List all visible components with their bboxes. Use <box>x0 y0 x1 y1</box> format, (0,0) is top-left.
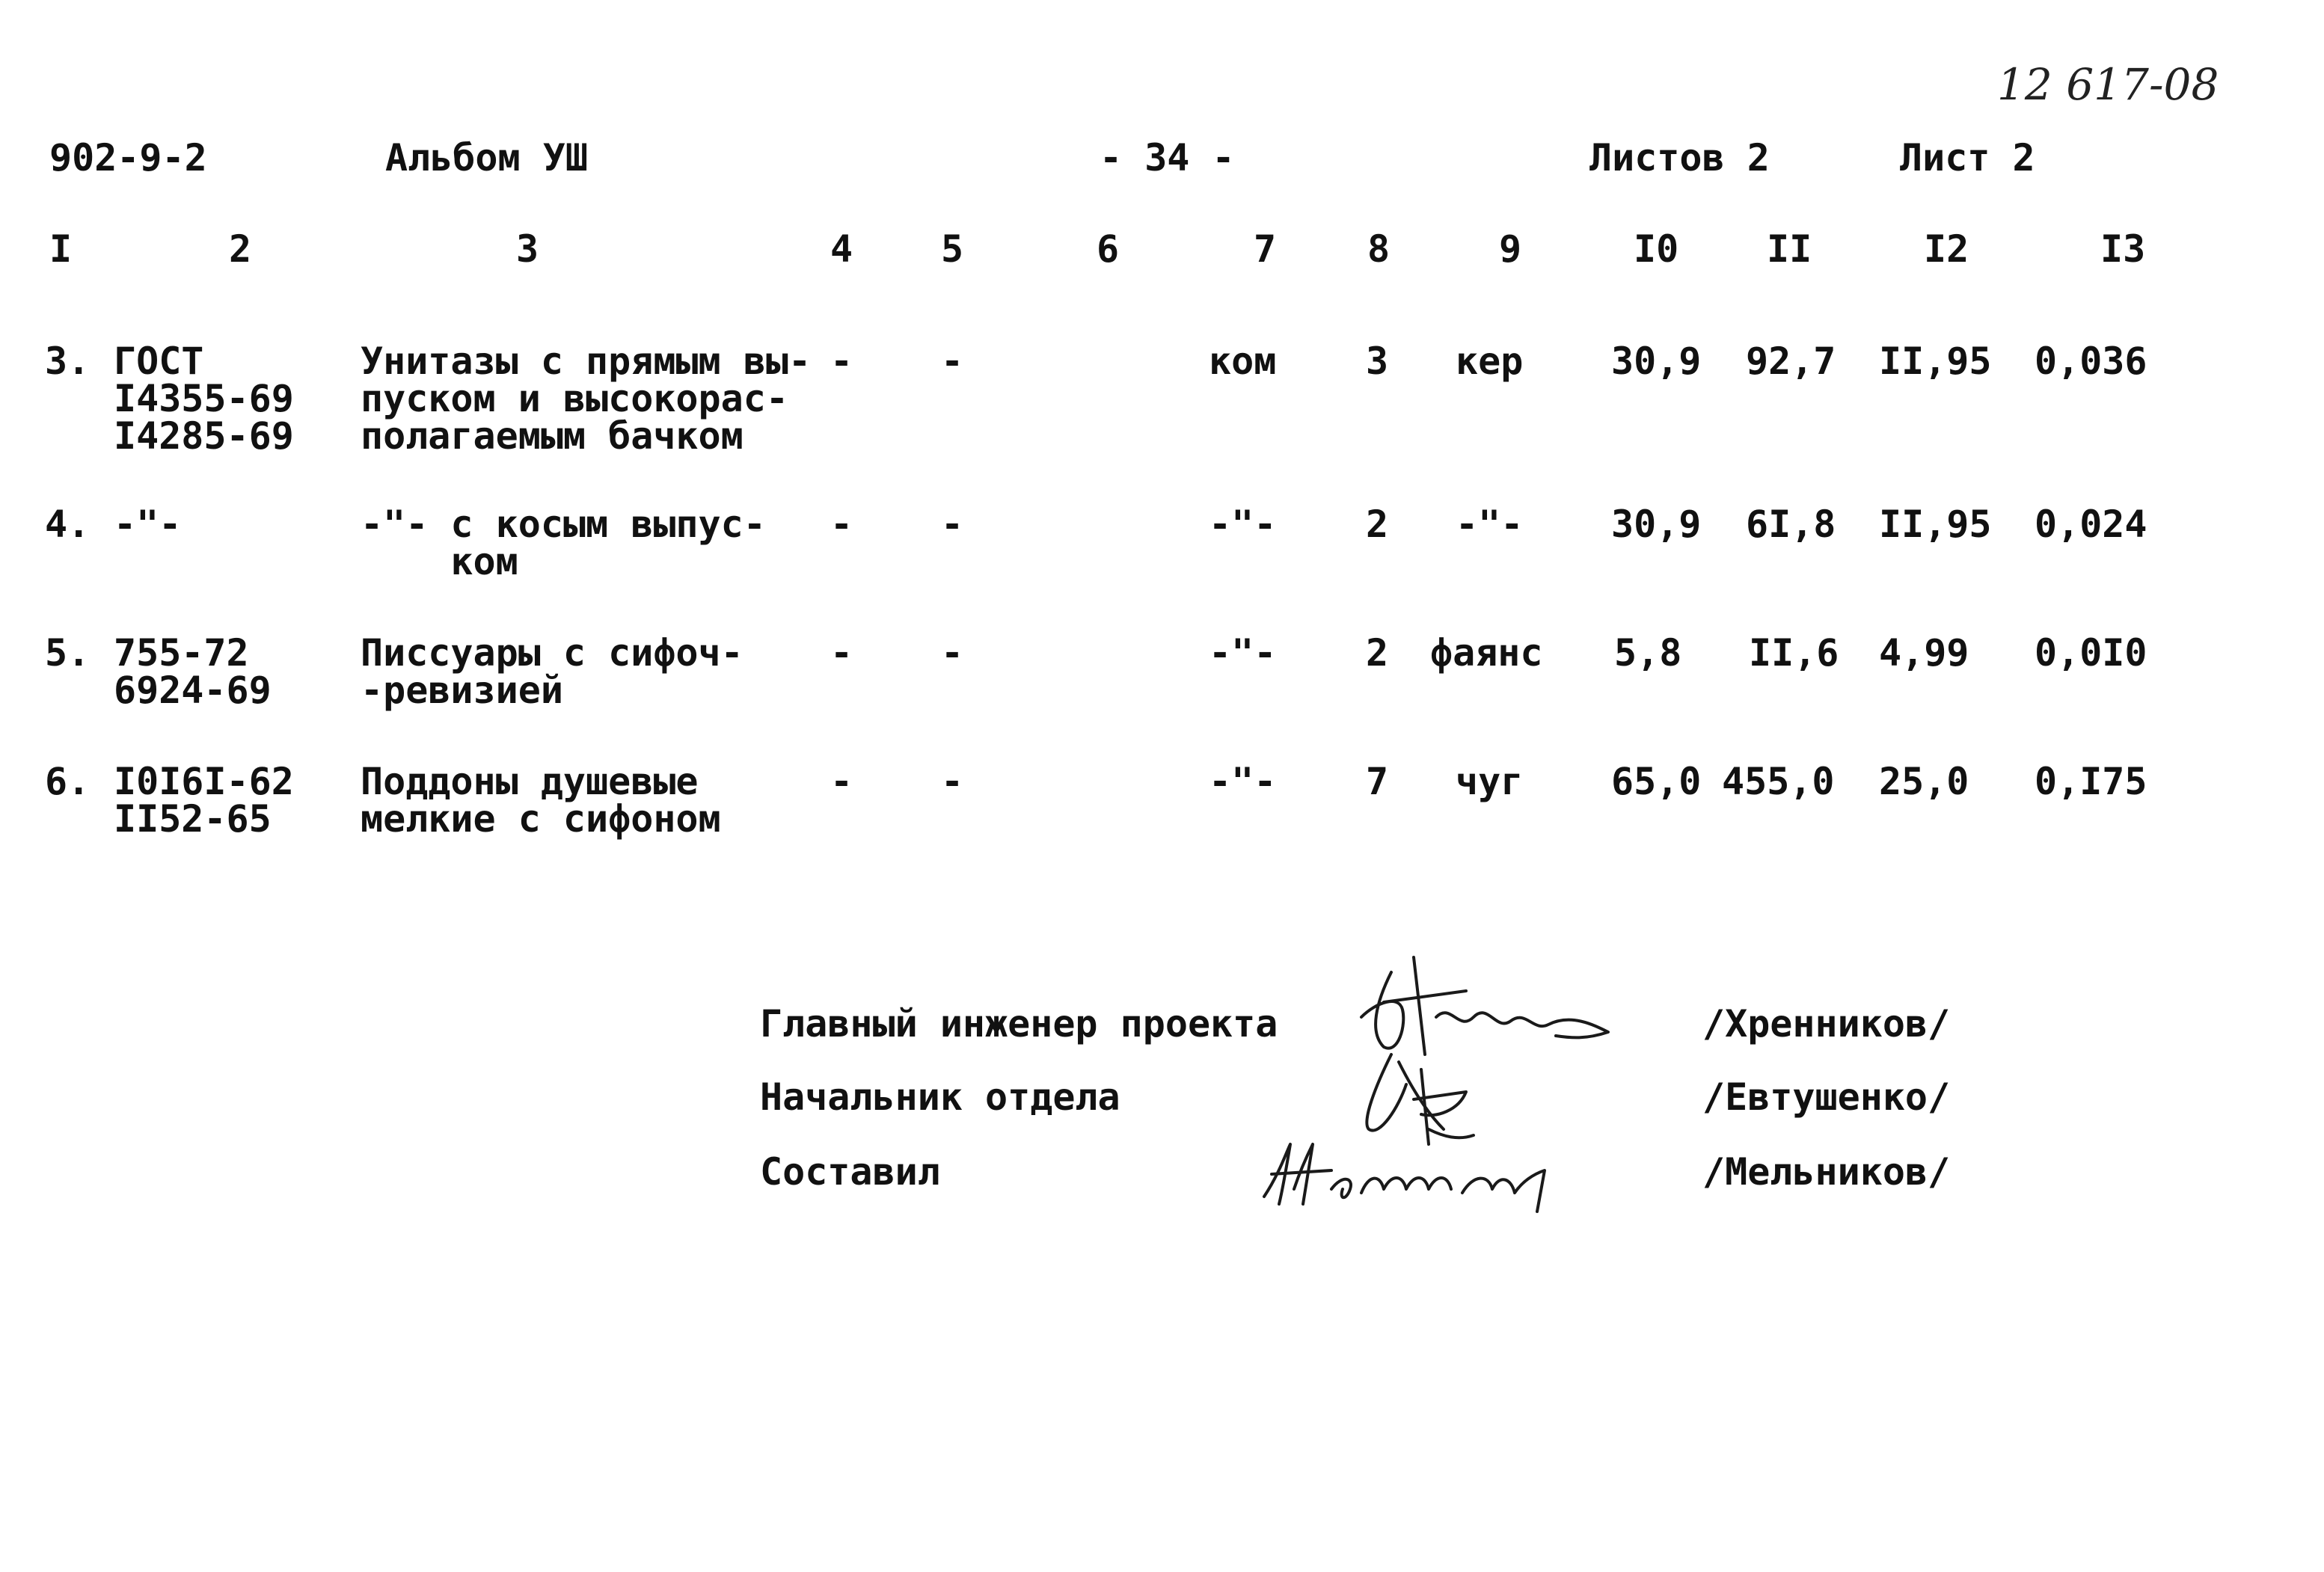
column-number: 5 <box>941 227 964 271</box>
unit-cell: -"- <box>1209 760 1277 803</box>
column-number: II <box>1767 227 1812 271</box>
col10-cell: 65,0 <box>1611 760 1702 803</box>
quantity-cell: 2 <box>1366 503 1389 546</box>
col13-cell: 0,024 <box>2035 503 2147 546</box>
column-number: I3 <box>2100 227 2146 271</box>
sheets-total: Листов 2 <box>1589 136 1770 179</box>
col10-cell: 30,9 <box>1611 503 1702 546</box>
handwritten-doc-number: 12 617-08 <box>1997 59 2219 110</box>
unit-cell: ком <box>1209 340 1277 383</box>
quantity-cell: 2 <box>1366 631 1389 675</box>
col12-cell: 25,0 <box>1879 760 1969 803</box>
col5-cell: - <box>941 631 964 675</box>
page-number: - 34 - <box>1100 136 1235 179</box>
row-number: 6. <box>45 760 91 803</box>
signature-compiler <box>1249 1129 1563 1219</box>
col12-cell: 4,99 <box>1879 631 1969 675</box>
item-name-cell: Унитазы с прямым вы- пуском и высокорас- полагаемым бачком <box>361 340 812 458</box>
column-number: 4 <box>830 227 853 271</box>
col5-cell: - <box>941 503 964 546</box>
gost-cell: I0I6I-62 II52-65 <box>114 760 294 841</box>
material-cell: чуг <box>1456 760 1524 803</box>
unit-cell: -"- <box>1209 503 1277 546</box>
material-cell: -"- <box>1456 503 1524 546</box>
col5-cell: - <box>941 760 964 803</box>
col13-cell: 0,036 <box>2035 340 2147 383</box>
signatory-name: /Мельников/ <box>1702 1150 1951 1194</box>
signatory-name: /Хренников/ <box>1702 1002 1951 1046</box>
col11-cell: 92,7 <box>1746 340 1836 383</box>
gost-cell: -"- <box>114 503 182 546</box>
quantity-cell: 3 <box>1366 340 1389 383</box>
item-name-cell: Поддоны душевые мелкие с сифоном <box>361 760 721 841</box>
signatory-title: Начальник отдела <box>760 1075 1120 1119</box>
col4-cell: - <box>830 503 853 546</box>
column-number: 6 <box>1097 227 1120 271</box>
unit-cell: -"- <box>1209 631 1277 675</box>
row-number: 5. <box>45 631 91 675</box>
gost-cell: 755-72 6924-69 <box>114 631 272 712</box>
row-number: 4. <box>45 503 91 546</box>
col10-cell: 30,9 <box>1611 340 1702 383</box>
material-cell: кер <box>1456 340 1524 383</box>
signatory-title: Составил <box>760 1150 940 1194</box>
quantity-cell: 7 <box>1366 760 1389 803</box>
column-number: I0 <box>1634 227 1679 271</box>
col4-cell: - <box>830 760 853 803</box>
material-cell: фаянс <box>1430 631 1543 675</box>
column-number: I <box>49 227 73 271</box>
column-number: 8 <box>1367 227 1391 271</box>
col4-cell: - <box>830 631 853 675</box>
gost-cell: ГОСТ I4355-69 I4285-69 <box>114 340 294 458</box>
col4-cell: - <box>830 340 853 383</box>
col13-cell: 0,I75 <box>2035 760 2147 803</box>
column-number: 9 <box>1499 227 1522 271</box>
column-number: I2 <box>1924 227 1969 271</box>
col11-cell: 6I,8 <box>1746 503 1836 546</box>
doc-code: 902-9-2 <box>49 136 207 179</box>
col12-cell: II,95 <box>1879 340 1992 383</box>
column-number: 3 <box>516 227 539 271</box>
sheet-number: Лист 2 <box>1900 136 2035 179</box>
col11-cell: 455,0 <box>1722 760 1835 803</box>
col13-cell: 0,0I0 <box>2035 631 2147 675</box>
signatory-name: /Евтушенко/ <box>1702 1075 1951 1119</box>
item-name-cell: Писсуары с сифоч- -ревизией <box>361 631 744 712</box>
col11-cell: II,6 <box>1749 631 1839 675</box>
column-number: 7 <box>1254 227 1277 271</box>
signatory-title: Главный инженер проекта <box>760 1002 1278 1046</box>
col12-cell: II,95 <box>1879 503 1992 546</box>
item-name-cell: -"- с косым выпус- ком <box>361 503 766 583</box>
album-title: Альбом УШ <box>385 136 588 179</box>
column-number: 2 <box>229 227 252 271</box>
row-number: 3. <box>45 340 91 383</box>
col5-cell: - <box>941 340 964 383</box>
col10-cell: 5,8 <box>1614 631 1682 675</box>
